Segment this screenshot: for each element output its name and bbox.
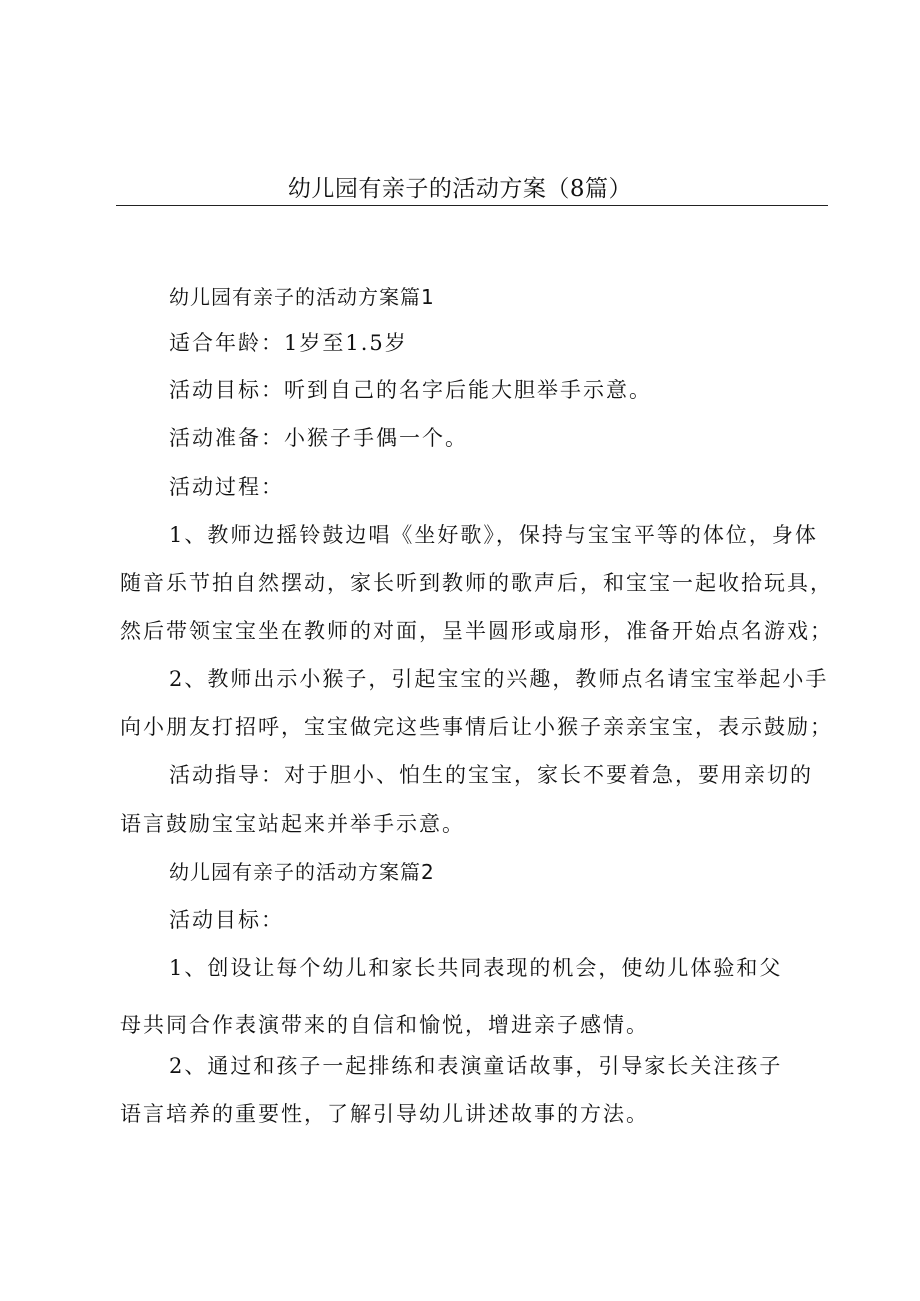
page-title: 幼儿园有亲子的活动方案（8篇） (287, 176, 633, 202)
paragraph-line: 2、通过和孩子一起排练和表演童话故事，引导家长关注孩子 (169, 1054, 783, 1078)
paragraph-line: 活动目标： (169, 908, 284, 932)
paragraph-line: 适合年龄：1岁至1.5岁 (169, 331, 408, 355)
paragraph-line: 随音乐节拍自然摆动，家长听到教师的歌声后，和宝宝一起收拾玩具， (120, 571, 833, 595)
paragraph-line: 活动指导：对于胆小、怕生的宝宝，家长不要着急，要用亲切的 (169, 763, 813, 787)
paragraph-line: 语言培养的重要性，了解引导幼儿讲述故事的方法。 (120, 1102, 649, 1126)
paragraph-line: 活动目标：听到自己的名字后能大胆举手示意。 (169, 378, 652, 402)
section-heading-1: 幼儿园有亲子的活动方案篇1 (169, 285, 435, 309)
paragraph-line: 2、教师出示小猴子，引起宝宝的兴趣，教师点名请宝宝举起小手 (169, 667, 829, 691)
paragraph-line: 1、创设让每个幼儿和家长共同表现的机会，使幼儿体验和父 (169, 956, 783, 980)
paragraph-line: 母共同合作表演带来的自信和愉悦，增进亲子感情。 (120, 1013, 649, 1037)
paragraph-line: 1、教师边摇铃鼓边唱《坐好歌》，保持与宝宝平等的体位，身体 (169, 523, 818, 547)
paragraph-line: 然后带领宝宝坐在教师的对面，呈半圆形或扇形，准备开始点名游戏； (120, 619, 833, 643)
paragraph-line: 活动准备：小猴子手偶一个。 (169, 426, 468, 450)
title-underline (116, 205, 828, 206)
section-heading-2: 幼儿园有亲子的活动方案篇2 (169, 860, 435, 884)
paragraph-line: 向小朋友打招呼，宝宝做完这些事情后让小猴子亲亲宝宝，表示鼓励； (120, 715, 833, 739)
paragraph-line: 活动过程： (169, 475, 284, 499)
paragraph-line: 语言鼓励宝宝站起来并举手示意。 (120, 812, 465, 836)
